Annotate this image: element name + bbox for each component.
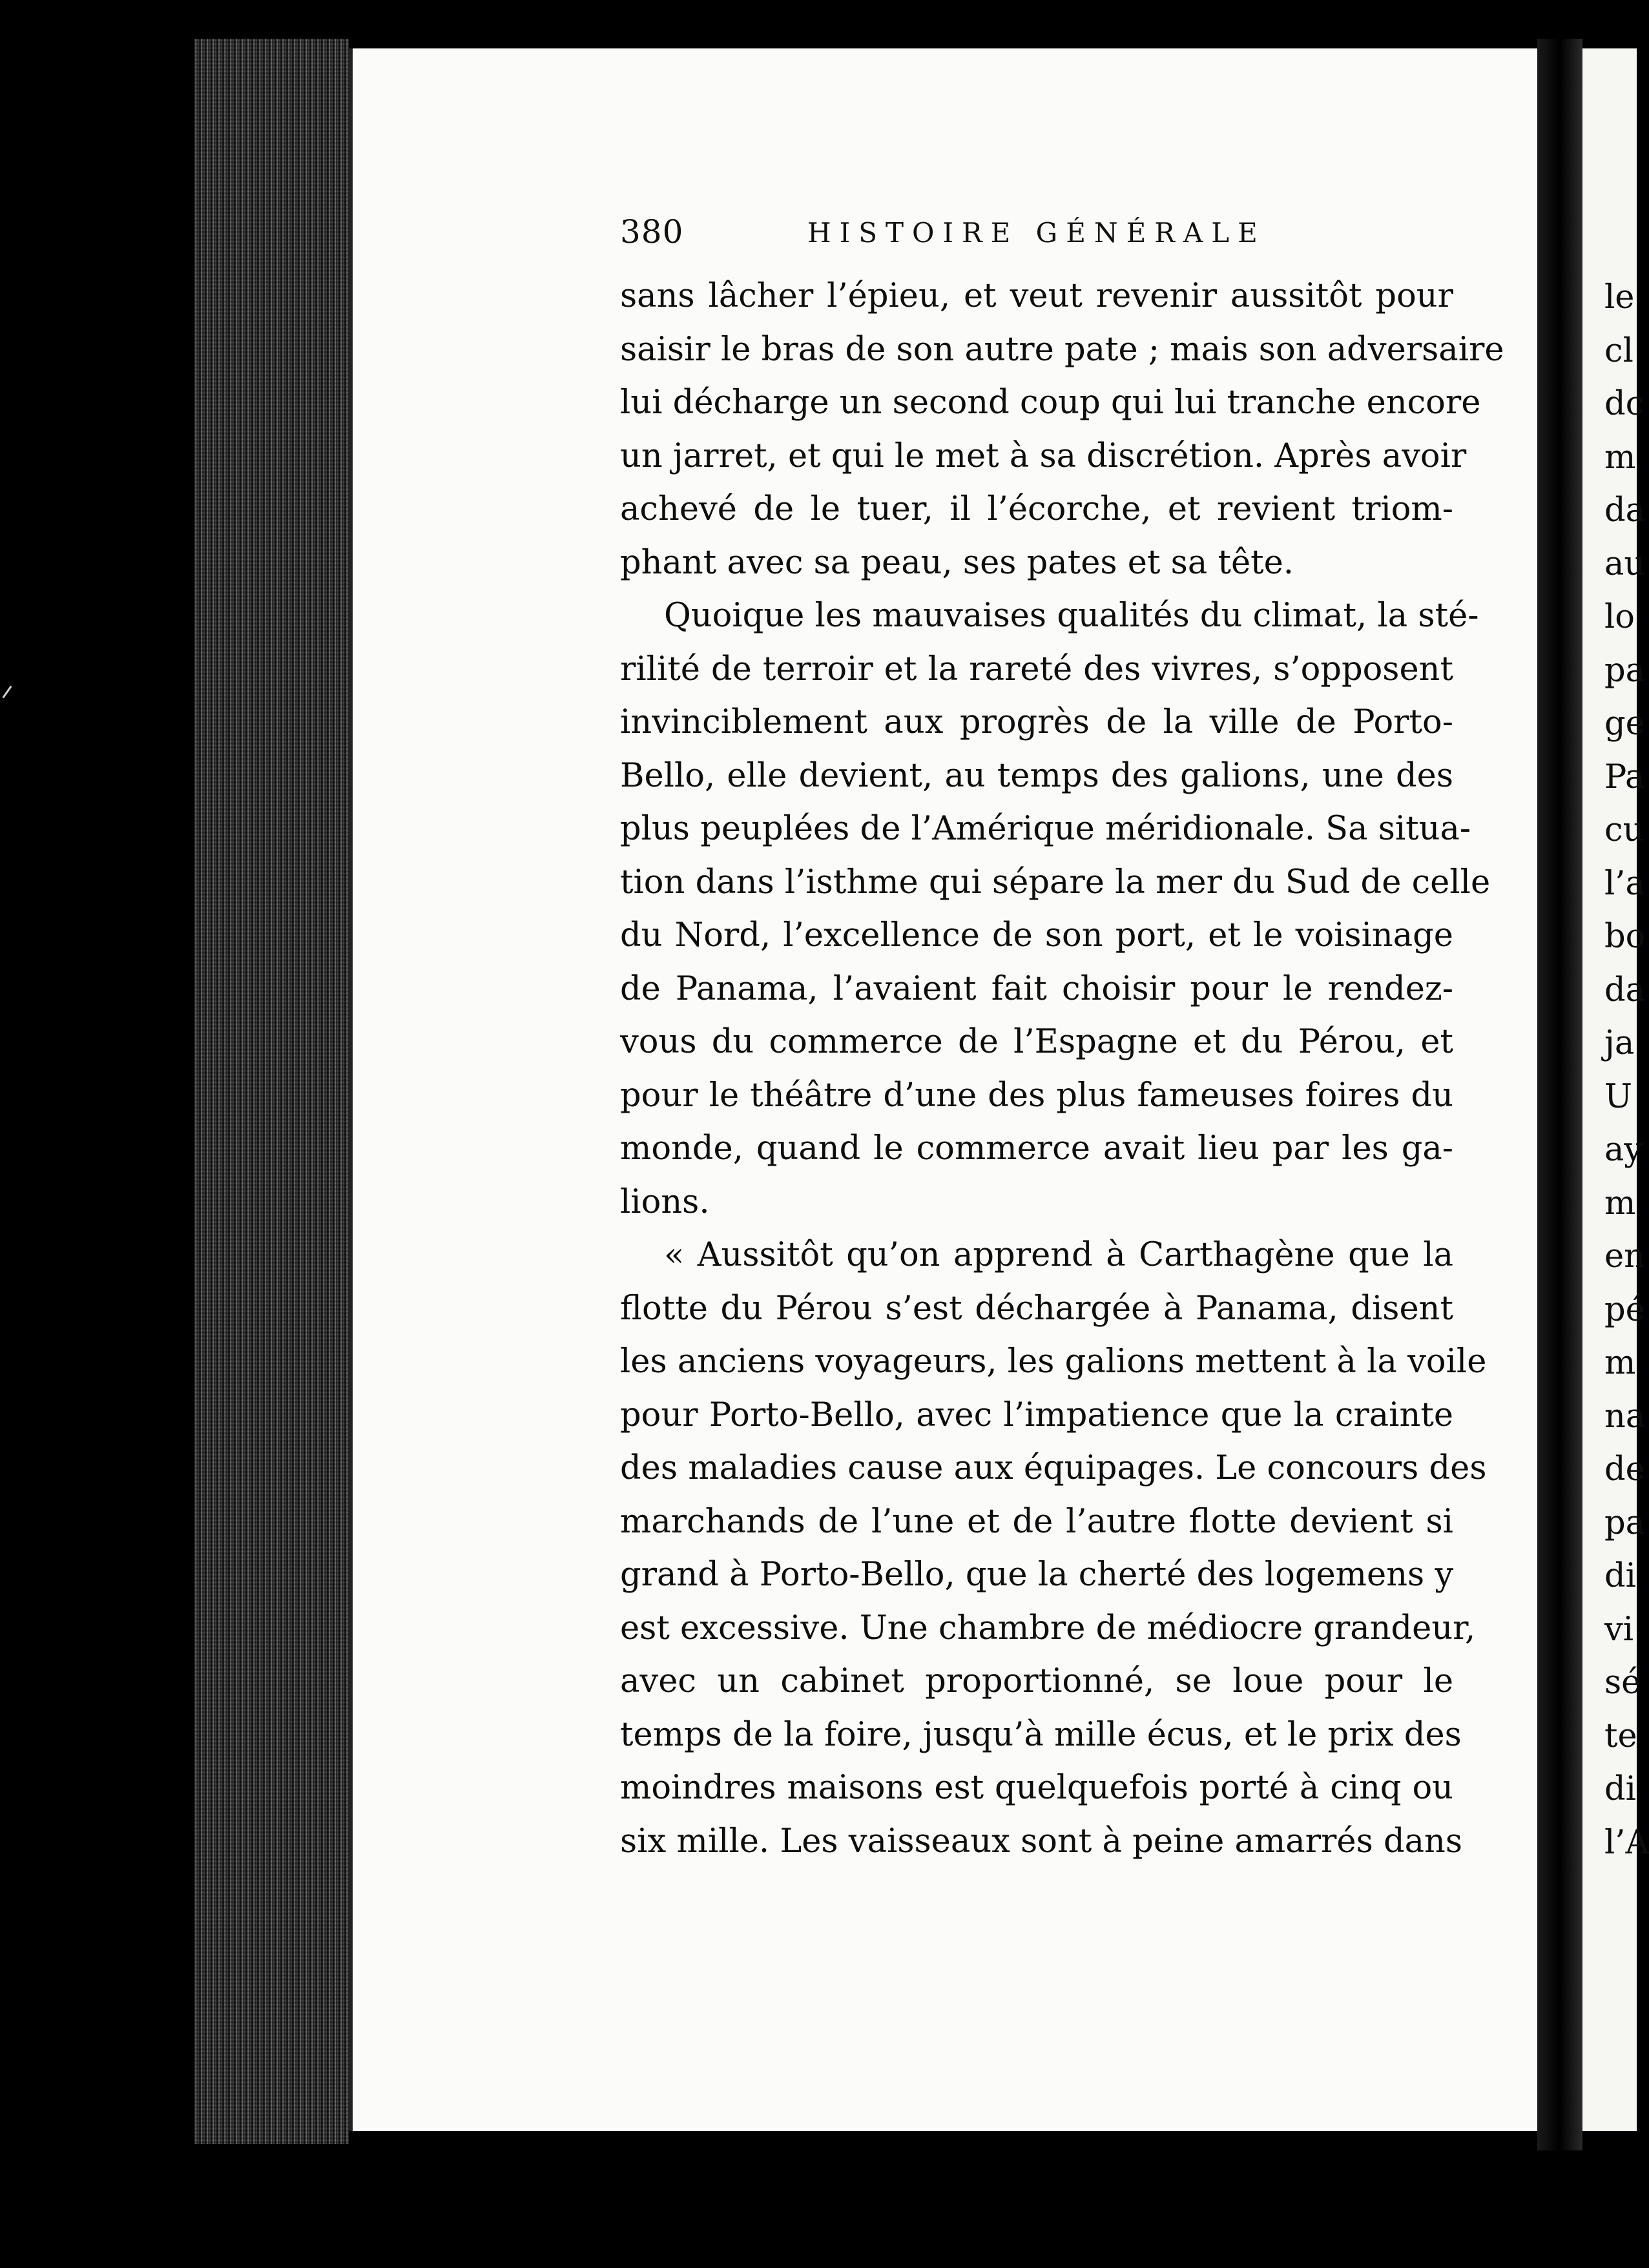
- right-page-fragment: ay: [1604, 1131, 1643, 1169]
- text-line: marchands de l’une et de l’autre flotte devient si: [620, 1502, 1453, 1541]
- running-head: [620, 213, 1298, 258]
- right-page-fragment: pé: [1604, 1290, 1645, 1329]
- text-line: tion dans l’isthme qui sépare la mer du Sud de celle: [620, 863, 1491, 902]
- right-page-fragment: m: [1604, 1344, 1636, 1382]
- right-page-fragment: cl: [1604, 331, 1633, 370]
- right-page-fragment: pa: [1604, 651, 1646, 690]
- page-number: 380: [620, 213, 684, 251]
- right-page-fragment: de: [1604, 1450, 1645, 1489]
- right-page-fragment: m: [1604, 1184, 1636, 1222]
- text-line: un jarret, et qui le met à sa discrétion. Après avoir: [620, 437, 1467, 475]
- book-fore-edge: [194, 39, 349, 2144]
- text-line: invinciblement aux progrès de la ville de Porto-: [620, 703, 1453, 741]
- right-page-fragment: pa: [1604, 1503, 1646, 1542]
- text-line: six mille. Les vaisseaux sont à peine amarrés dans: [620, 1822, 1463, 1861]
- text-line: phant avec sa peau, ses pates et sa tête.: [620, 543, 1294, 582]
- text-line: rilité de terroir et la rareté des vivres, s’opposent: [620, 650, 1453, 688]
- text-line: lions.: [620, 1182, 710, 1221]
- right-page-fragment: en: [1604, 1237, 1646, 1275]
- text-line: sans lâcher l’épieu, et veut revenir aussitôt pour: [620, 277, 1453, 315]
- right-page-fragment: U: [1604, 1077, 1632, 1116]
- text-line: les anciens voyageurs, les galions mettent à la voile: [620, 1343, 1487, 1381]
- text-line: Quoique les mauvaises qualités du climat, la sté-: [664, 597, 1479, 635]
- body-text: [620, 270, 1504, 1868]
- running-title: HISTOIRE GÉNÉRALE: [807, 217, 1266, 249]
- text-line: pour le théâtre d’une des plus fameuses foires du: [620, 1076, 1453, 1115]
- text-line: Bello, elle devient, au temps des galions, une des: [620, 756, 1453, 795]
- text-line: grand à Porto-Bello, que la cherté des logemens y: [620, 1556, 1454, 1594]
- right-page-fragment: cu: [1604, 811, 1644, 849]
- text-line: plus peuplées de l’Amérique méridionale. Sa situa-: [620, 810, 1471, 848]
- text-line: lui décharge un second coup qui lui tranche encore: [620, 384, 1481, 422]
- right-page-fragment: da: [1604, 971, 1646, 1009]
- text-line: temps de la foire, jusqu’à mille écus, et le prix des: [620, 1715, 1462, 1754]
- text-line: est excessive. Une chambre de médiocre grandeur,: [620, 1609, 1476, 1647]
- right-page-fragment: Pa: [1604, 758, 1645, 796]
- text-line: pour Porto-Bello, avec l’impatience que la crainte: [620, 1396, 1453, 1434]
- text-line: avec un cabinet proportionné, se loue pour le: [620, 1662, 1453, 1700]
- right-page-fragment: di: [1604, 1557, 1636, 1595]
- right-page-fragment: m: [1604, 438, 1636, 477]
- right-page-fragment: na: [1604, 1397, 1646, 1436]
- right-page-fragment: da: [1604, 491, 1646, 530]
- right-page-fragment: lo: [1604, 598, 1635, 636]
- right-page-fragment: l’A: [1604, 1823, 1649, 1862]
- text-line: saisir le bras de son autre pate ; mais son adversaire: [620, 330, 1504, 369]
- text-line: « Aussitôt qu’on apprend à Carthagène que la: [664, 1236, 1453, 1274]
- text-line: flotte du Pérou s’est déchargée à Panama, disent: [620, 1289, 1453, 1328]
- right-page-fragment: di: [1604, 1770, 1636, 1808]
- text-line: des maladies cause aux équipages. Le concours des: [620, 1449, 1487, 1487]
- right-page-fragment: ge: [1604, 705, 1645, 743]
- right-page-fragment: bo: [1604, 918, 1646, 956]
- right-page-fragment: ja: [1604, 1024, 1635, 1062]
- text-line: du Nord, l’excellence de son port, et le voisinage: [620, 916, 1453, 954]
- book-gutter: [1537, 39, 1582, 2150]
- text-line: vous du commerce de l’Espagne et du Pérou, et: [620, 1023, 1453, 1061]
- text-line: moindres maisons est quelquefois porté à cinq ou: [620, 1769, 1453, 1807]
- right-page-fragment: l’a: [1604, 864, 1645, 903]
- right-page-fragment: au: [1604, 544, 1646, 583]
- right-page-fragment: le: [1604, 278, 1635, 316]
- text-line: achevé de le tuer, il l’écorche, et revient triom-: [620, 490, 1453, 528]
- text-line: monde, quand le commerce avait lieu par les ga-: [620, 1129, 1453, 1168]
- right-page-fragment: vi: [1604, 1610, 1634, 1649]
- right-page-fragment: dc: [1604, 385, 1644, 423]
- right-page-fragment: te: [1604, 1716, 1637, 1755]
- text-line: de Panama, l’avaient fait choisir pour le rendez-: [620, 969, 1453, 1008]
- right-page-fragment: sé: [1604, 1664, 1641, 1702]
- scan-artifact-mark: [2, 686, 12, 699]
- right-page-text-fragments: [1604, 271, 1649, 1870]
